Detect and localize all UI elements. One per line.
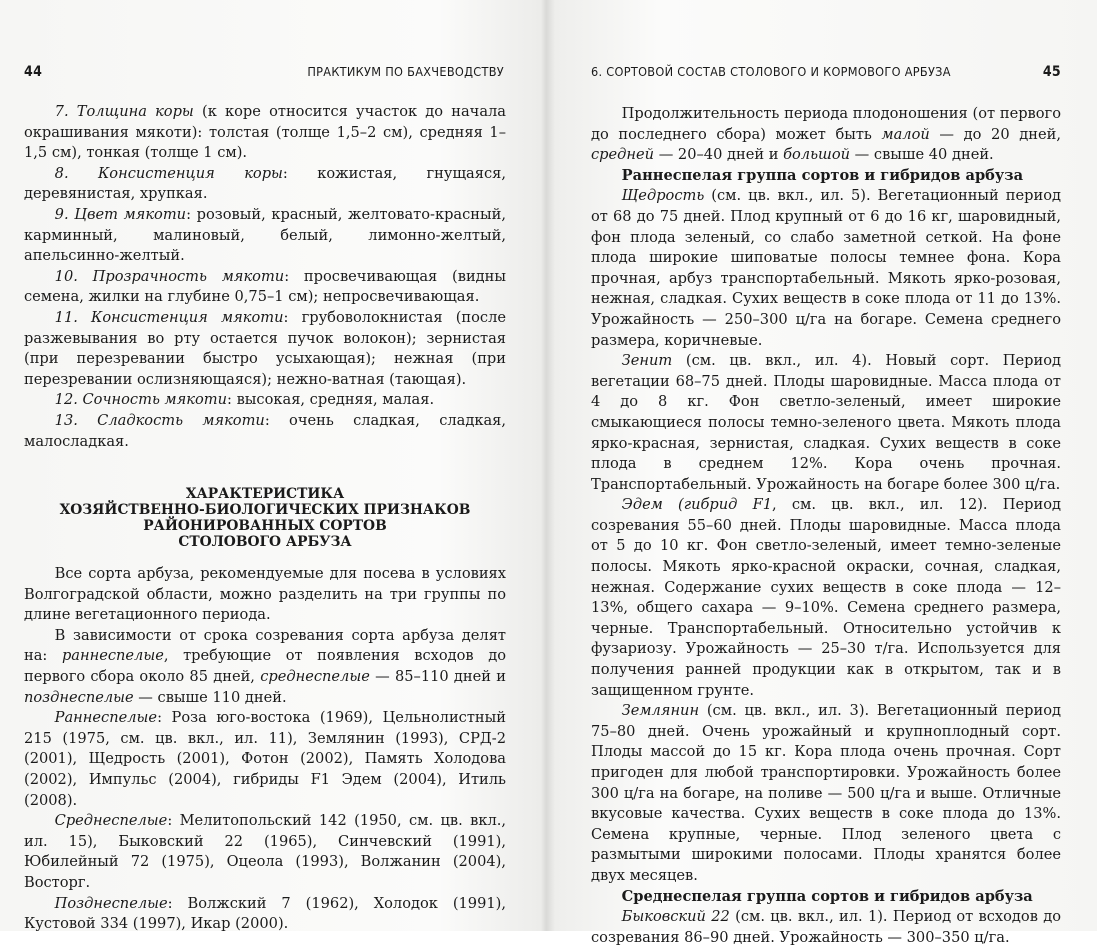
feature-item: 10. Прозрачность мякоти: просвечивающая (видны семена, жилки на глубине 0,75–1 см); непросвечивающая. — [24, 267, 507, 306]
left-page — [24, 62, 507, 933]
feature-item: 7. Толщина коры (к коре относится участок до начала окрашивания мякоти): толстая (толще 1,5–2 см), средняя 1–1,5 см), тонкая (толще 1 см). — [24, 103, 506, 162]
section-heading: ХАРАКТЕРИСТИКА ХОЗЯЙСТВЕННО-БИОЛОГИЧЕСКИХ ПРИЗНАКОВ РАЙОНИРОВАННЫХ СОРТОВ СТОЛОВОГО АРБУЗА — [59, 486, 471, 551]
variety-entry: Быковский 22 (см. цв. вкл., ил. 1). Период от всходов до созревания 86–90 дней. Урожайность — 300–350 ц/га. — [591, 908, 1061, 946]
paragraph: В зависимости от срока созревания сорта арбуза делят на: раннеспелые, требующие от появления всходов до первого сбора около 85 дней, среднеспелые — 85–110 дней и позднеспелые — свыше 110 дней. — [24, 626, 506, 706]
page-number: 44 — [24, 64, 43, 80]
right-body — [591, 104, 1061, 948]
right-page — [591, 62, 1061, 946]
feature-item: 11. Консистенция мякоти: грубоволокнистая (после разжевывания во рту остается пучок волокон); зернистая (при перезревании быстро усыхающая); нежная (при перезревании ослизняющаяся); нежно-ватная (тающая). — [24, 308, 506, 388]
variety-entry: Щедрость (см. цв. вкл., ил. 5). Вегетационный период от 68 до 75 дней. Плод крупный от 6 до 16 кг, шаровидный, фон плода зеленый, со слабо заметной сеткой. На фоне плода широкие шиповатые полосы темнее фона. Кора прочная, арбуз транспортабельный. Мякоть ярко-розовая, нежная, сладкая. Сухих веществ в соке плода от 11 до 13%. Урожайность — 250–300 ц/га на богаре. Семена среднего размера, коричневые. — [591, 187, 1061, 349]
feature-item: 12. Сочность мякоти: высокая, средняя, малая. — [54, 391, 435, 409]
paragraph: Продолжительность периода плодоношения (от первого до последнего сбора) может быть малой — до 20 дней, средней — 20–40 дней и большой — свыше 40 дней. — [591, 105, 1061, 164]
subsection-heading: Раннеспелая группа сортов и гибридов арбуза — [621, 166, 1024, 184]
feature-item: 8. Консистенция коры: кожистая, гнущаяся, деревянистая, хрупкая. — [24, 164, 506, 203]
feature-item: 9. Цвет мякоти: розовый, красный, желтовато-красный, карминный, малиновый, белый, лимонно-желтый, апельсинно-желтый. — [24, 205, 506, 265]
page-number: 45 — [1042, 64, 1061, 80]
variety-entry: Землянин (см. цв. вкл., ил. 3). Вегетационный период 75–80 дней. Очень урожайный и крупноплодный сорт. Плоды массой до 15 кг. Кора плода очень прочная. Сорт пригоден для любой транспортировки. Урожайность более 300 ц/га на богаре, на поливе — 500 ц/га и выше. Отличные вкусовые качества. Сухих веществ в соке плода до 13%. Семена крупные, черные. Плод зеленого цвета с размытыми широкими полосами. Плоды хранятся более двух месяцев. — [591, 702, 1061, 884]
left-body — [24, 102, 506, 935]
running-head-title: ПРАКТИКУМ ПО БАХЧЕВОДСТВУ — [307, 64, 504, 79]
running-header — [24, 62, 506, 84]
feature-item: 13. Сладкость мякоти: очень сладкая, сладкая, малосладкая. — [24, 411, 506, 450]
group-list: Раннеспелые: Роза юго-востока (1969), Цельнолистный 215 (1975, см. цв. вкл., ил. 11), Землянин (1993), СРД-2 (2001), Щедрость (2001), Фотон (2002), Память Холодова (2002), Импульс (2004), гибриды F1 Эдем (2004), Итиль (2008). — [24, 709, 506, 809]
variety-entry: Эдем (гибрид F1, см. цв. вкл., ил. 12). Период созревания 55–60 дней. Плоды шаровидные. Масса плода от 5 до 10 кг. Фон светло-зеленый, имеет темно-зеленые полосы. Мякоть ярко-красной окраски, сочная, сладкая, нежная. Содержание сухих веществ в соке плода — 12–13%, общего сахара — 9–10%. Семена среднего размера, черные. Транспортабельный. Относительно устойчив к фузариозу. Урожайность — 25–30 т/га. Используется для получения ранней продукции как в открытом, так и в защищенном грунте. — [591, 496, 1061, 699]
subsection-heading: Среднеспелая группа сортов и гибридов арбуза — [621, 887, 1033, 905]
group-list: Среднеспелые: Мелитопольский 142 (1950, см. цв. вкл., ил. 15), Быковский 22 (1965), Синчевский (1991), Юбилейный 72 (1975), Оцеола (1993), Волжанин (2004), Восторг. — [24, 812, 506, 891]
paragraph: Все сорта арбуза, рекомендуемые для посева в условиях Волгоградской области, можно разделить на три группы по длине вегетационного периода. — [24, 565, 506, 624]
variety-entry: Зенит (см. цв. вкл., ил. 4). Новый сорт. Период вегетации 68–75 дней. Плоды шаровидные. Масса плода от 4 до 8 кг. Фон светло-зеленый, имеет широкие смыкающиеся полосы темно-зеленого цвета. Мякоть плода ярко-красная, зернистая, сладкая. Сухих веществ в соке плода в среднем 12%. Кора очень прочная. Транспортабельный. Урожайность на богаре более 300 ц/га. — [591, 352, 1061, 493]
group-list: Позднеспелые: Волжский 7 (1962), Холодок (1991), Кустовой 334 (1997), Икар (2000). — [24, 894, 506, 933]
running-head-title: 6. СОРТОВОЙ СОСТАВ СТОЛОВОГО И КОРМОВОГО АРБУЗА — [591, 64, 951, 79]
running-header — [591, 62, 1061, 84]
